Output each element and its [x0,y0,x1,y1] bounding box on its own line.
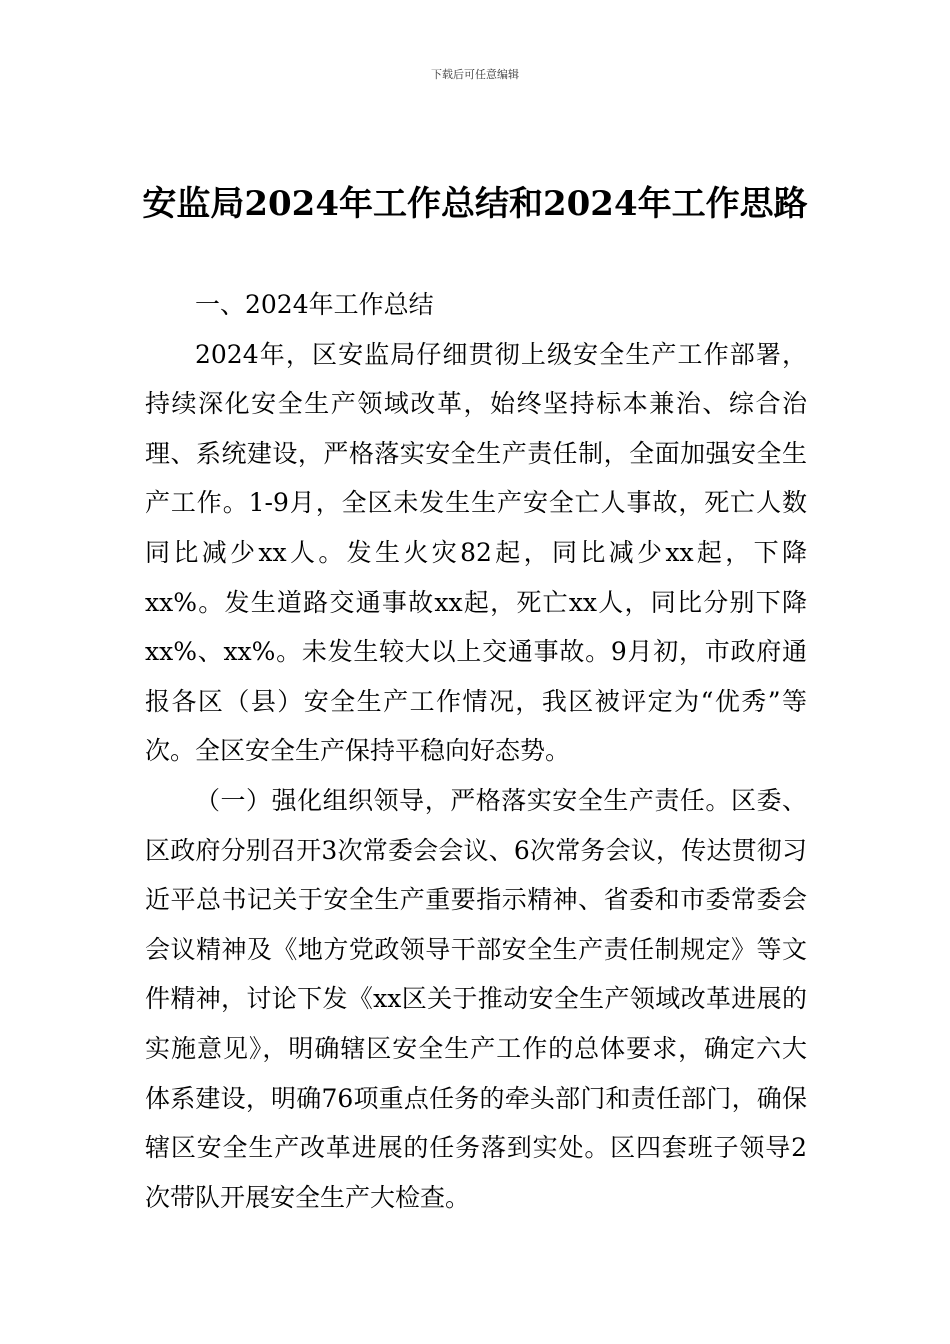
header-note: 下载后可任意编辑 [431,68,519,81]
document-title: 安监局2024年工作总结和2024年工作思路 [142,184,808,224]
paragraph-summary: 2024年，区安监局仔细贯彻上级安全生产工作部署，持续深化安全生产领域改革，始终坚持标本兼治、综合治理、系统建设，严格落实安全生产责任制，全面加强安全生产工作。1-9月，全区未发生生产安全亡人事故，死亡人数同比减少xx人。发生火灾82起，同比减少xx起，下降xx%。发生道路交通事故xx起，死亡xx人，同比分别下降xx%、xx%。未发生较大以上交通事故。9月初，市政府通报各区（县）安全生产工作情况，我区被评定为“优秀”等次。全区安全生产保持平稳向好态势。 [145,339,807,766]
section-heading: 一、2024年工作总结 [195,290,434,319]
document-body [145,280,807,1222]
paragraph-organization: （一）强化组织领导，严格落实安全生产责任。区委、区政府分别召开3次常委会会议、6次常务会议，传达贯彻习近平总书记关于安全生产重要指示精神、省委和市委常委会会议精神及《地方党政领导干部安全生产责任制规定》等文件精神，讨论下发《xx区关于推动安全生产领域改革进展的实施意见》，明确辖区安全生产工作的总体要求，确定六大体系建设，明确76项重点任务的牵头部门和责任部门，确保辖区安全生产改革进展的任务落到实处。区四套班子领导2次带队开展安全生产大检查。 [145,785,807,1212]
